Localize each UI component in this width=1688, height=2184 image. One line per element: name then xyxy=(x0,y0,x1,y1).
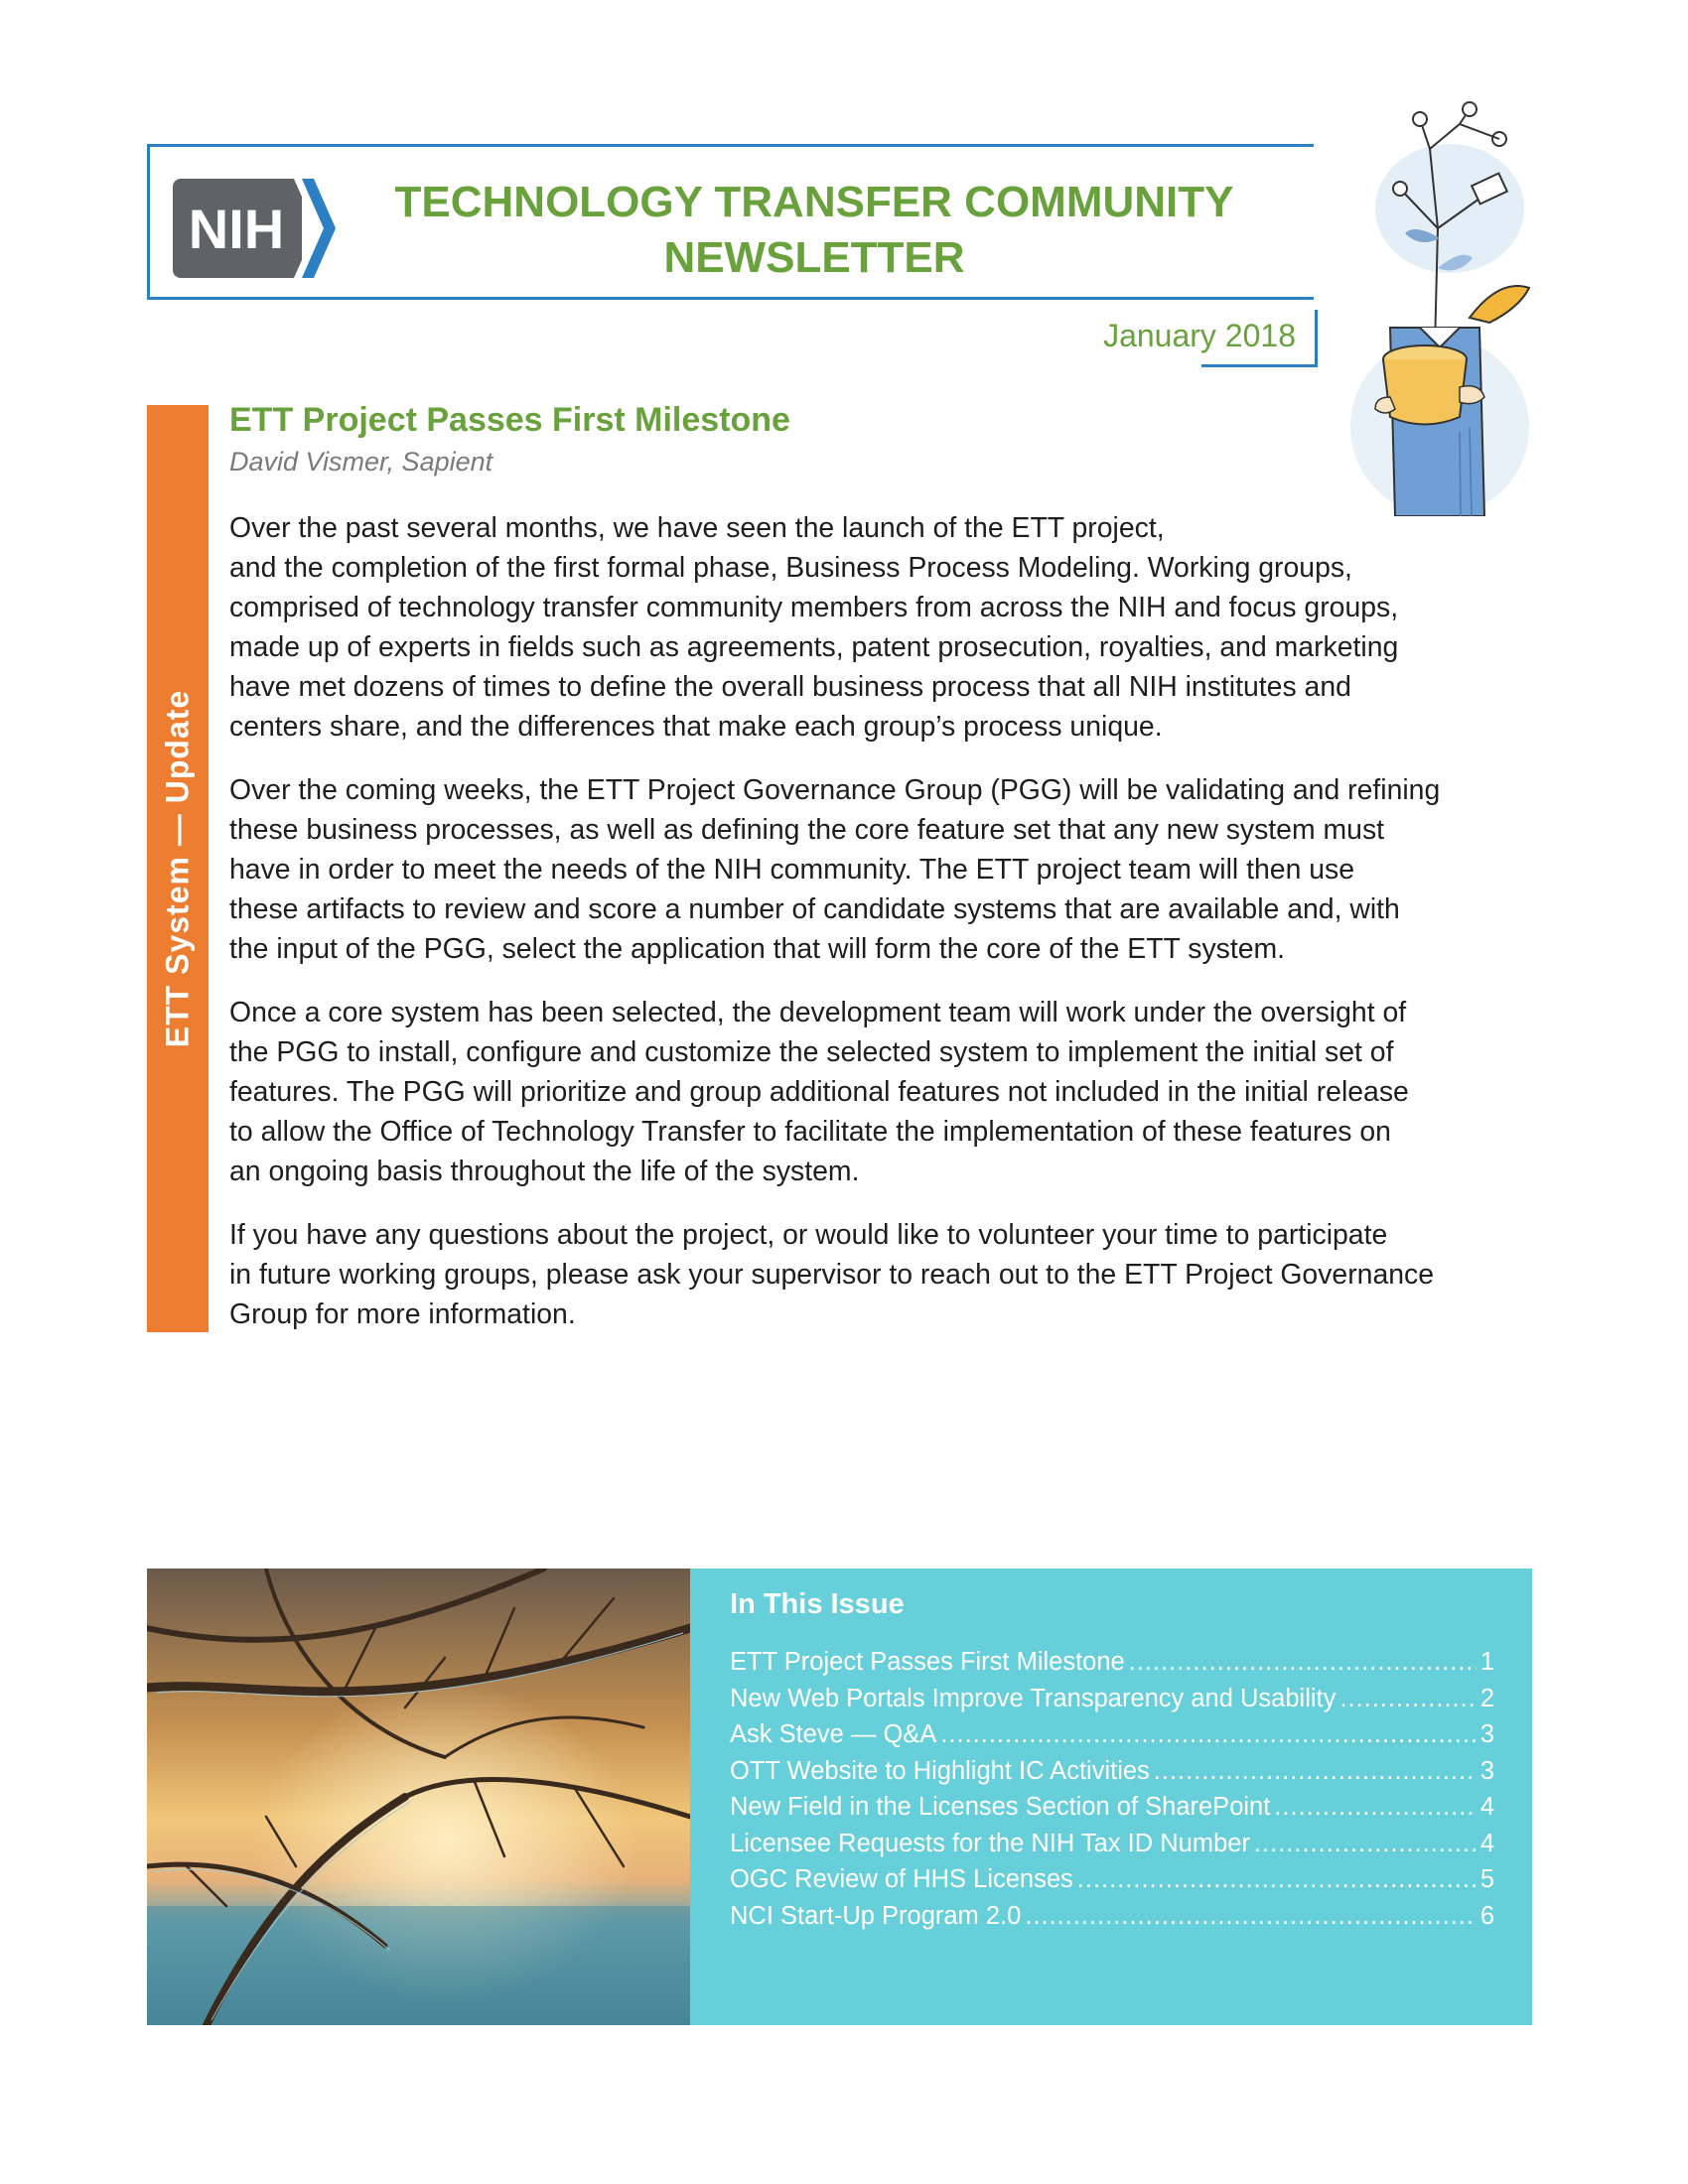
nih-logo-text: NIH xyxy=(188,198,285,260)
paragraph-line: Over the coming weeks, the ETT Project Governance Group (PGG) will be validating and refining xyxy=(229,774,1441,806)
toc-item-title: Ask Steve — Q&A xyxy=(730,1720,937,1748)
toc-item-page: 5 xyxy=(1479,1865,1494,1893)
paragraph-line: an ongoing basis throughout the life of the system. xyxy=(229,1156,860,1187)
toc-item[interactable] xyxy=(730,1826,1494,1862)
toc-item-title: OGC Review of HHS Licenses xyxy=(730,1865,1073,1893)
title-line-2: NEWSLETTER xyxy=(663,233,965,282)
in-this-issue-panel xyxy=(690,1569,1532,2025)
toc-item[interactable] xyxy=(730,1789,1494,1826)
paragraph-line: these artifacts to review and score a number of candidate systems that are available and, with xyxy=(229,893,1400,925)
toc-leader-dots xyxy=(1254,1826,1477,1861)
section-side-tab xyxy=(147,405,209,1332)
toc-item-title: OTT Website to Highlight IC Activities xyxy=(730,1756,1150,1785)
paragraph-line: in future working groups, please ask your supervisor to reach out to the ETT Project Governance xyxy=(229,1259,1435,1291)
toc-leader-dots xyxy=(940,1716,1476,1752)
article-author: David Vismer, Sapient xyxy=(229,447,493,477)
paragraph-line: Group for more information. xyxy=(229,1298,576,1330)
toc-list xyxy=(730,1644,1494,1934)
paragraph-line: Over the past several months, we have seen the launch of the ETT project, xyxy=(229,512,1165,544)
toc-item[interactable] xyxy=(730,1681,1494,1717)
issue-date: January 2018 xyxy=(1103,318,1296,353)
toc-item-page: 3 xyxy=(1479,1720,1494,1748)
toc-item[interactable] xyxy=(730,1753,1494,1790)
article-title: ETT Project Passes First Milestone xyxy=(229,401,790,439)
paragraph-line: and the completion of the first formal phase, Business Process Modeling. Working groups, xyxy=(229,552,1352,584)
paragraph-line: Once a core system has been selected, the development team will work under the oversight of xyxy=(229,997,1407,1028)
paragraph-line: these business processes, as well as defining the core feature set that any new system must xyxy=(229,814,1385,846)
toc-item[interactable] xyxy=(730,1861,1494,1898)
toc-leader-dots xyxy=(1154,1753,1477,1789)
title-line-1: TECHNOLOGY TRANSFER COMMUNITY xyxy=(394,178,1234,226)
paragraph-line: have in order to meet the needs of the NIH community. The ETT project team will then use xyxy=(229,854,1355,886)
article-paragraph xyxy=(229,770,1540,969)
toc-item-title: New Web Portals Improve Transparency and Usability xyxy=(730,1684,1336,1712)
toc-item[interactable] xyxy=(730,1898,1494,1935)
toc-leader-dots xyxy=(1274,1789,1477,1825)
newsletter-title xyxy=(338,175,1291,286)
paragraph-line: the PGG to install, configure and customize the selected system to implement the initial set of xyxy=(229,1036,1394,1068)
toc-item-page: 4 xyxy=(1479,1793,1494,1821)
toc-item-title: NCI Start-Up Program 2.0 xyxy=(730,1901,1022,1930)
paragraph-line: to allow the Office of Technology Transfer to facilitate the implementation of these features on xyxy=(229,1116,1391,1148)
toc-item-title: Licensee Requests for the NIH Tax ID Number xyxy=(730,1829,1250,1857)
person-holding-plant-illustration xyxy=(1321,99,1599,516)
toc-leader-dots xyxy=(1339,1681,1476,1716)
toc-item-page: 6 xyxy=(1479,1901,1494,1930)
toc-item-page: 3 xyxy=(1479,1756,1494,1785)
toc-heading: In This Issue xyxy=(730,1588,905,1620)
paragraph-line: features. The PGG will prioritize and group additional features not included in the initial release xyxy=(229,1076,1409,1108)
toc-item-page: 2 xyxy=(1479,1684,1494,1712)
icy-branches-sunset-photo xyxy=(147,1569,690,2025)
toc-item-title: ETT Project Passes First Milestone xyxy=(730,1648,1125,1676)
toc-leader-dots xyxy=(1077,1861,1477,1897)
article-paragraph xyxy=(229,1215,1540,1334)
article-paragraph xyxy=(229,993,1540,1191)
article-body xyxy=(229,508,1540,1358)
section-label: ETT System — Update xyxy=(159,689,196,1048)
toc-item[interactable] xyxy=(730,1716,1494,1753)
toc-item[interactable] xyxy=(730,1644,1494,1681)
nih-logo xyxy=(173,179,336,278)
paragraph-line: have met dozens of times to define the overall business process that all NIH institutes and xyxy=(229,671,1351,703)
toc-leader-dots xyxy=(1129,1644,1477,1680)
toc-item-page: 1 xyxy=(1479,1648,1494,1676)
toc-leader-dots xyxy=(1025,1898,1476,1934)
toc-item-title: New Field in the Licenses Section of SharePoint xyxy=(730,1793,1271,1821)
article-paragraph xyxy=(229,508,1540,747)
paragraph-line: If you have any questions about the project, or would like to volunteer your time to participate xyxy=(229,1219,1388,1251)
paragraph-line: the input of the PGG, select the application that will form the core of the ETT system. xyxy=(229,933,1286,965)
paragraph-line: comprised of technology transfer community members from across the NIH and focus groups, xyxy=(229,592,1399,623)
paragraph-line: centers share, and the differences that make each group’s process unique. xyxy=(229,711,1163,743)
paragraph-line: made up of experts in fields such as agreements, patent prosecution, royalties, and marketing xyxy=(229,631,1399,663)
toc-item-page: 4 xyxy=(1479,1829,1494,1857)
